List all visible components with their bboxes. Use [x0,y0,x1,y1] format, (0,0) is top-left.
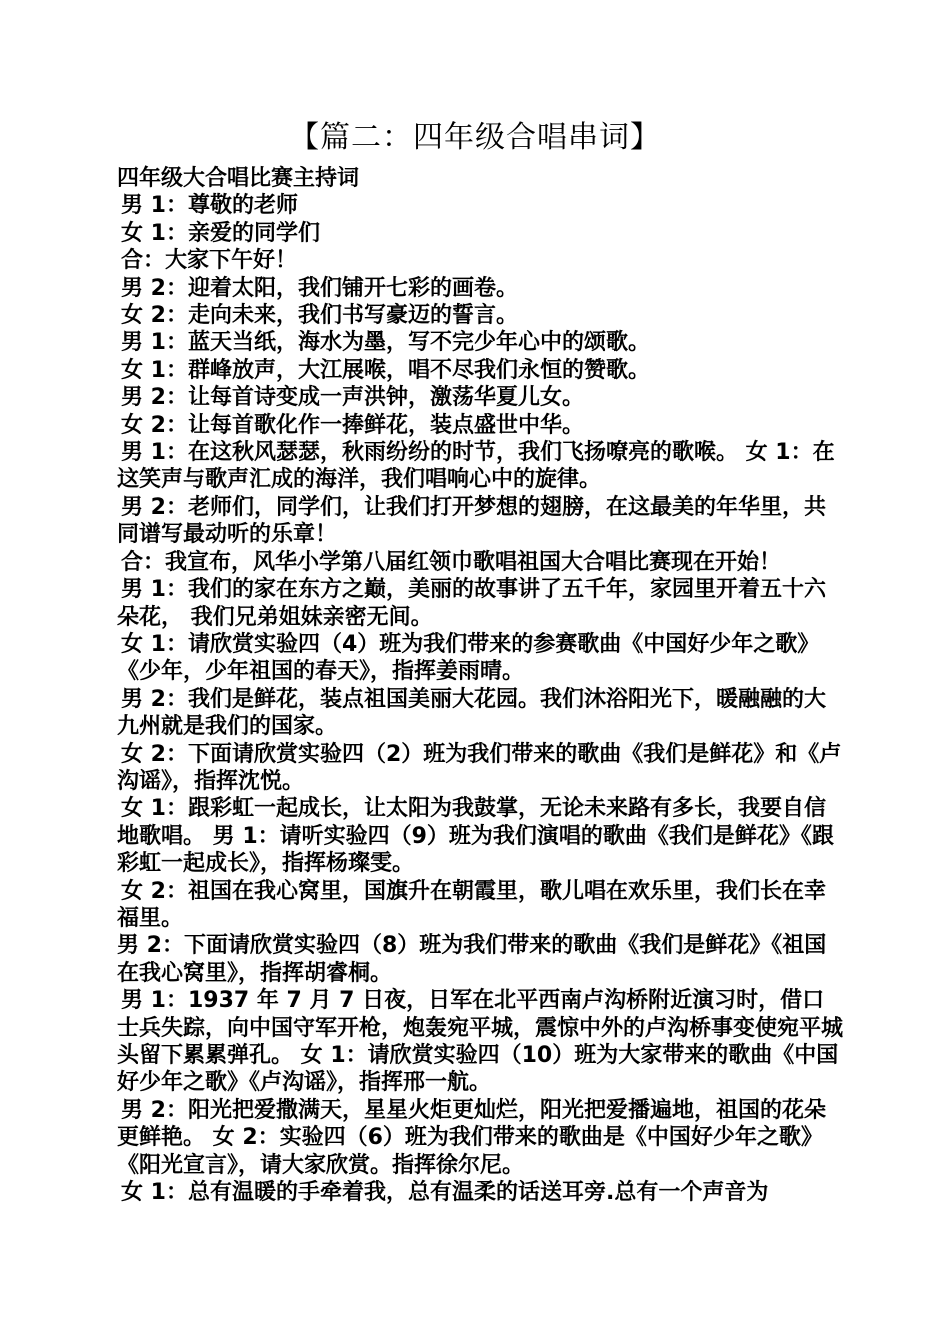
paragraph: 女 2：让每首歌化作一捧鲜花，装点盛世中华。 [121,412,584,438]
paragraph: 男 1：尊敬的老师 [121,193,298,219]
paragraph: 女 2：走向未来，我们书写豪迈的誓言。 [121,303,518,329]
paragraph: 男 2：迎着太阳，我们铺开七彩的画卷。 [121,275,518,301]
paragraph: 男 2：阳光把爱撒满天，星星火炬更灿烂，阳光把爱播遍地，祖国的花朵更鲜艳。 女 2：实验四（6）班为我们带来的歌曲是《中国好少年之歌》《阳光宣言》，请大家欣赏。指挥徐尔尼。 [117,1097,826,1178]
document-title: 【篇二：四年级合唱串词】 [289,120,661,155]
paragraph: 男 1：在这秋风瑟瑟，秋雨纷纷的时节，我们飞扬嘹亮的歌喉。 女 1：在这笑声与歌声汇成的海洋，我们唱响心中的旋律。 [117,440,835,493]
paragraph: 女 1：总有温暖的手牵着我，总有温柔的话送耳旁.总有一个声音为 [121,1180,769,1206]
paragraph: 男 1：1937 年 7 月 7 日夜，日军在北平西南卢沟桥附近演习时，借口士兵失踪，向中国守军开枪，炮轰宛平城，震惊中外的卢沟桥事变使宛平城头留下累累弹孔。 女 1：请欣赏实验四（10）班为大家带来的歌曲《中国好少年之歌》《卢沟谣》，指挥邢一航。 [117,988,844,1096]
paragraph: 女 1：请欣赏实验四（4）班为我们带来的参赛歌曲《中国好少年之歌》《少年，少年祖国的春天》，指挥姜雨晴。 [117,631,820,685]
paragraph: 男 2：老师们，同学们，让我们打开梦想的翅膀，在这最美的年华里，共同谱写最动听的乐章！ [117,494,826,548]
paragraph: 男 2：让每首诗变成一声洪钟，激荡华夏儿女。 [121,385,584,411]
paragraph: 男 1：蓝天当纸，海水为墨，写不完少年心中的颂歌。 [121,330,650,356]
paragraph: 男 2：下面请欣赏实验四（8）班为我们带来的歌曲《我们是鲜花》《祖国在我心窝里》，指挥胡睿桐。 [117,933,827,986]
paragraph-heading: 四年级大合唱比赛主持词 [117,166,360,191]
document-body [117,165,845,1206]
paragraph: 女 1：群峰放声，大江展喉，唱不尽我们永恒的赞歌。 [121,357,650,383]
paragraph: 男 1：我们的家在东方之巅，美丽的故事讲了五千年，家园里开着五十六朵花， 我们兄弟姐妹亲密无间。 [117,577,826,630]
paragraph: 女 2：下面请欣赏实验四（2）班为我们带来的歌曲《我们是鲜花》和《卢沟谣》，指挥沈悦。 [117,741,842,794]
paragraph: 男 2：我们是鲜花，装点祖国美丽大花园。我们沐浴阳光下，暖融融的大九州就是我们的国家。 [117,686,826,740]
paragraph: 合：大家下午好！ [121,248,298,274]
paragraph: 女 2：祖国在我心窝里，国旗升在朝霞里，歌儿唱在欢乐里，我们长在幸福里。 [117,878,826,931]
paragraph: 女 1：跟彩虹一起成长，让太阳为我鼓掌，无论未来路有多长，我要自信地歌唱。 男 1：请听实验四（9）班为我们演唱的歌曲《我们是鲜花》《跟彩虹一起成长》，指挥杨璨雯。 [117,796,834,877]
paragraph: 女 1：亲爱的同学们 [121,220,320,246]
paragraph: 合：我宣布，风华小学第八届红领巾歌唱祖国大合唱比赛现在开始！ [121,549,782,575]
